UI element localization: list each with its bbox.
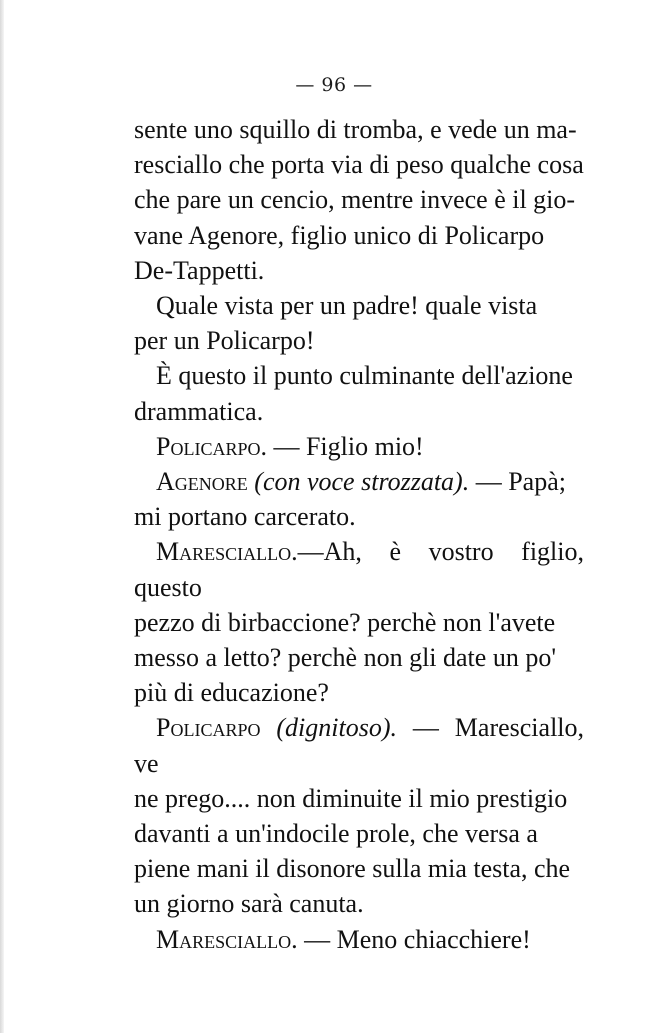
text-line: più di educazione? xyxy=(134,678,329,708)
text-line: sente uno squillo di tromba, e vede un ma- xyxy=(134,115,577,144)
text-line: Quale vista per un padre! quale vista xyxy=(156,291,538,321)
text-line: È questo il punto culminante dell'azione xyxy=(156,361,573,391)
dialogue-text: — Papà; xyxy=(475,467,566,497)
stage-direction: (dignitoso). xyxy=(276,713,397,743)
text-line: pezzo di birbaccione? perchè non l'avete xyxy=(134,607,556,637)
dialogue-text: —Ah, è vostro figlio, questo xyxy=(134,537,584,602)
speaker-name: Agenore xyxy=(156,467,248,497)
dialogue-line xyxy=(134,464,584,534)
dialogue-text: — Meno chiacchiere! xyxy=(304,924,531,954)
narrative-paragraph xyxy=(134,358,584,428)
speaker-name: Maresciallo. xyxy=(156,537,298,567)
body-text xyxy=(134,112,584,957)
text-line: drammatica. xyxy=(134,396,264,426)
page-number: — 96 — xyxy=(295,74,373,96)
text-line: messo a letto? perchè non gli date un po' xyxy=(134,643,557,673)
dialogue-line xyxy=(134,710,584,921)
page-gutter-shadow xyxy=(0,0,4,1033)
dialogue-line xyxy=(134,534,584,710)
text-line: che pare un cencio, mentre invece è il gio- xyxy=(134,185,576,215)
text-line: De-Tappetti. xyxy=(134,255,265,285)
text-line: davanti a un'indocile prole, che versa a xyxy=(134,819,538,849)
text-line: mi portano carcerato. xyxy=(134,502,356,532)
text-line: ne prego.... non diminuite il mio prestigio xyxy=(134,783,568,813)
text-line: piene mani il disonore sulla mia testa, che xyxy=(134,854,571,884)
dialogue-line xyxy=(134,429,584,464)
narrative-paragraph xyxy=(134,288,584,358)
dialogue-text: — Maresciallo, ve xyxy=(134,713,585,778)
text-line: un giorno sarà canuta. xyxy=(134,889,364,919)
dialogue-text: — Figlio mio! xyxy=(273,431,424,461)
text-line: vane Agenore, figlio unico di Policarpo xyxy=(134,220,545,250)
text-line: per un Policarpo! xyxy=(134,326,315,356)
text-line: resciallo che porta via di peso qualche cosa xyxy=(134,150,584,180)
stage-direction: (con voce strozzata). xyxy=(254,467,470,497)
dialogue-line xyxy=(134,922,584,957)
narrative-paragraph xyxy=(134,112,584,288)
speaker-name: Policarpo xyxy=(156,713,261,743)
speaker-name: Policarpo. xyxy=(156,431,267,461)
speaker-name: Maresciallo. xyxy=(156,924,298,954)
